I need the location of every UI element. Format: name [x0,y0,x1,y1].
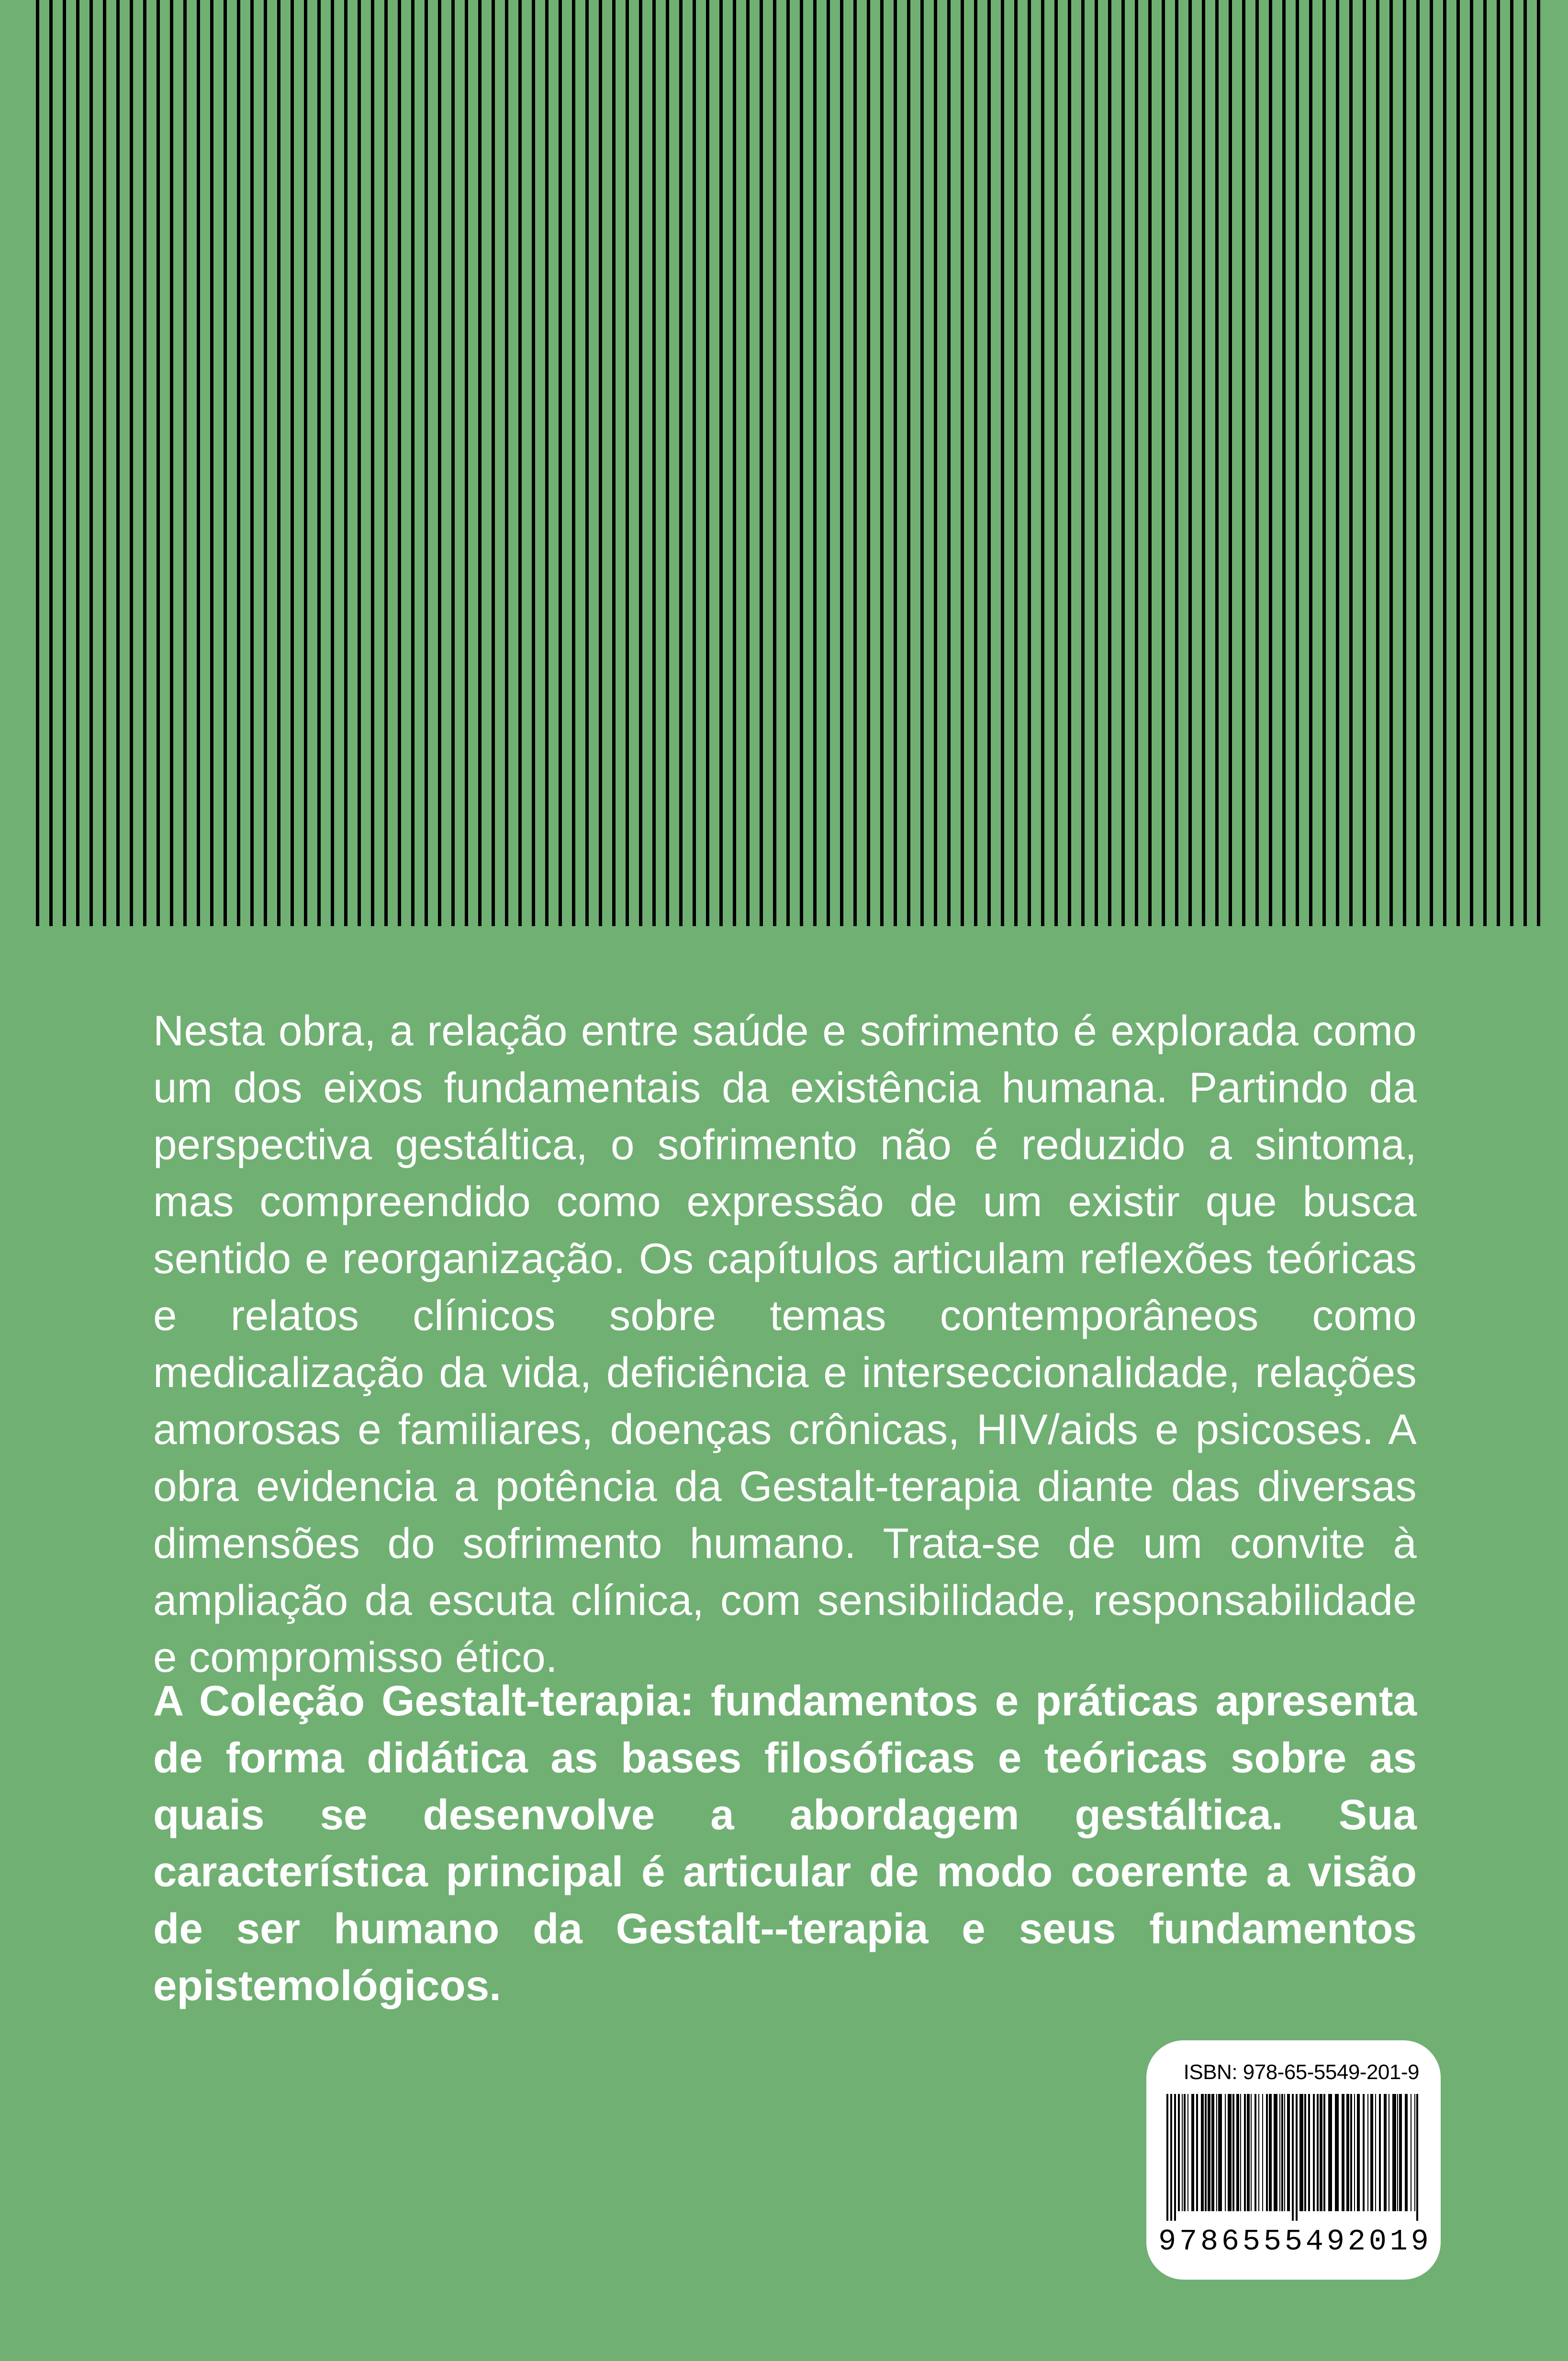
stripe [1389,0,1393,926]
stripe [719,0,723,926]
stripe [49,0,53,926]
stripe [532,0,535,926]
stripe [1001,0,1004,926]
stripe [1430,0,1433,926]
stripe [1028,0,1031,926]
barcode-digit: 7 [1179,2225,1198,2259]
stripe [1510,0,1513,926]
stripe [90,0,93,926]
stripe [880,0,884,926]
stripe [1497,0,1500,926]
stripe [438,0,441,926]
stripe [1336,0,1339,926]
stripe [425,0,428,926]
stripe [1121,0,1125,926]
stripe [1456,0,1460,926]
stripe [693,0,696,926]
barcode-digit: 9 [1158,2225,1176,2259]
barcode-digit: 5 [1263,2225,1282,2259]
stripe [143,0,146,926]
barcode-digit: 9 [1326,2225,1344,2259]
barcode-digit: 9 [1411,2225,1429,2259]
stripe [331,0,334,926]
stripe [666,0,669,926]
stripe [894,0,897,926]
stripe [612,0,616,926]
stripe [760,0,763,926]
stripe [1282,0,1286,926]
stripe [1255,0,1259,926]
stripe [813,0,817,926]
stripe [183,0,187,926]
stripe [961,0,964,926]
stripe [411,0,414,926]
stripe [1537,0,1540,926]
stripe [1376,0,1379,926]
stripe [492,0,495,926]
stripe [733,0,736,926]
stripe [130,0,133,926]
stripe [1483,0,1487,926]
stripe [1416,0,1420,926]
stripe [291,0,294,926]
stripe [786,0,790,926]
stripe [1175,0,1178,926]
stripe [1148,0,1152,926]
barcode-digit: 5 [1284,2225,1303,2259]
stripe [706,0,709,926]
stripe [947,0,951,926]
stripe [76,0,79,926]
stripe [277,0,280,926]
stripe [559,0,562,926]
stripe [934,0,937,926]
collection-description: A Coleção Gestalt-terapia: fundamentos e práticas apresenta de forma didática as bases filosóficas e teóricas sobre as quais se desenvolve a abordagem gestáltica. Sua característica principal é articular de modo coerente a visão de ser humano da Gestalt-​-terapia e seus fundamentos epistemológicos. [153,1677,1417,2009]
stripe [827,0,830,926]
stripe [920,0,924,926]
stripe [1470,0,1473,926]
stripe [465,0,468,926]
barcode-digit: 5 [1242,2225,1261,2259]
stripe [371,0,374,926]
stripe [1041,0,1044,926]
stripe [1081,0,1085,926]
stripe [974,0,977,926]
barcode-digit: 0 [1368,2225,1387,2259]
stripe [1322,0,1326,926]
stripe [1349,0,1353,926]
stripe [384,0,388,926]
stripe [1054,0,1058,926]
isbn-label: ISBN: 978-65-5549-201-9 [1183,2060,1419,2084]
barcode-digit: 1 [1389,2225,1408,2259]
barcode-icon [1165,2094,1423,2221]
stripe [358,0,361,926]
stripe [170,0,173,926]
stripe [907,0,910,926]
stripe [317,0,321,926]
barcode-digit: 6 [1221,2225,1240,2259]
stripe [867,0,870,926]
stripe [304,0,307,926]
stripe [679,0,683,926]
stripe [103,0,106,926]
stripe [1296,0,1299,926]
stripe [36,0,39,926]
stripe [1014,0,1018,926]
stripe [1095,0,1098,926]
stripe [585,0,589,926]
stripe [478,0,482,926]
stripe [1068,0,1071,926]
back-cover-description: Nesta obra, a relação entre saúde e sofrimento é explorada como um dos eixos fundamentais da existência humana. Partindo da perspectiva gestáltica, o sofrimento não é reduzido a sintoma, mas compreendido como expressão de um existir que busca sentido e reorganização. Os capítulos articulam reflexões teóricas e relatos clínicos sobre temas contemporâneos como medicalização da vida, deficiência e interseccionalidade, relações amorosas e familiares, doenças crônicas, HIV/aids e psicoses. A obra evidencia a potência da Gestalt-terapia diante das diversas dimensões do sofrimento humano. Trata-se de um convite à ampliação da escuta clínica, com sensibilidade, responsabilidade e compromisso ético. [153,1007,1417,1681]
stripe [1188,0,1192,926]
barcode-digit: 8 [1200,2225,1219,2259]
stripe [853,0,857,926]
barcode-digit: 2 [1347,2225,1366,2259]
stripe [197,0,200,926]
stripe [840,0,843,926]
barcode-panel [1146,2040,1441,2280]
stripe [157,0,160,926]
stripe [987,0,991,926]
stripe [237,0,240,926]
stripe [1443,0,1446,926]
stripe [800,0,803,926]
vertical-stripe-pattern [0,0,1568,926]
stripe [1108,0,1111,926]
stripe [264,0,267,926]
stripe [210,0,213,926]
stripe [773,0,776,926]
stripe [1202,0,1205,926]
stripe [639,0,642,926]
stripe [599,0,602,926]
stripe [1403,0,1406,926]
stripe [63,0,66,926]
stripe [572,0,575,926]
stripe [1162,0,1165,926]
stripe [1309,0,1312,926]
stripe [398,0,401,926]
barcode-digits [1158,2225,1429,2259]
stripe [626,0,629,926]
stripe [224,0,227,926]
stripe [451,0,455,926]
stripe [344,0,347,926]
stripe [1135,0,1138,926]
stripe [505,0,508,926]
stripe [250,0,254,926]
stripe [746,0,750,926]
stripe [518,0,522,926]
stripe [1523,0,1527,926]
stripe [1229,0,1232,926]
stripe [1215,0,1219,926]
stripe [1363,0,1366,926]
stripe [652,0,656,926]
barcode-digit: 4 [1305,2225,1323,2259]
stripe [545,0,549,926]
stripe [1269,0,1272,926]
stripe [116,0,120,926]
stripe [1242,0,1245,926]
